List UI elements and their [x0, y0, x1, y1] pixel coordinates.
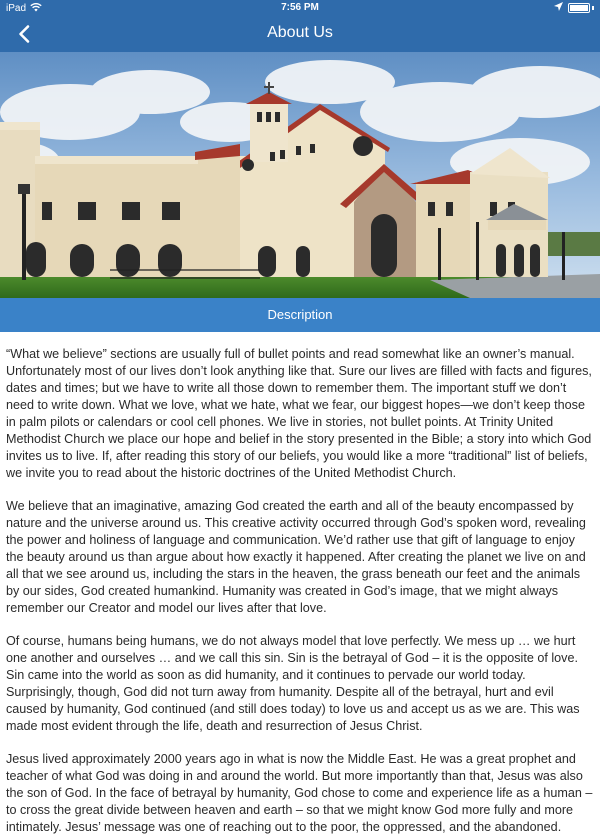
carrier-label: iPad: [6, 3, 27, 14]
page-title: About Us: [267, 24, 333, 41]
status-right: [554, 2, 594, 14]
location-arrow-icon: [554, 2, 563, 14]
status-time: 7:56 PM: [281, 2, 319, 13]
description-paragraph-1: “What we believe” sections are usually full of bullet points and read somewhat like an owner’s manual. Unfortunately most of our lives don’t look anything like that. Sure our lives are filled with facts and figures, dates and times; but we have to write all those down to remember them. The important stuff we don’t need to write down. What we love, what we hate, what we fear, our biggest hopes—we don’t keep those in palm pilots or calendars or cool cell phones. We live in stories, not bullet points. At Trinity United Methodist Church we place our hope and belief in the story presented in the Bible; a story into which God invites us to live. If, after reading this story of our beliefs, you would like a more “traditional” list of beliefs, we invite you to read about the historic doctrines of the United Methodist Church.: [6, 347, 592, 480]
description-paragraph-4: Jesus lived approximately 2000 years ago in what is now the Middle East. He was a great prophet and teacher of what God was doing in and around the world. But more importantly than that, Jesus was also the son of God. In the face of betrayal by humanity, God chose to come and experience life as a human – to cross the great divide between heaven and earth – so that we might know God more fully and more intimately. Jesus’ message was one of reaching out to the poor, the oppressed, and the abandoned.: [6, 752, 593, 834]
nav-bar: [0, 16, 600, 52]
church-photo: [0, 52, 600, 298]
section-header-description: Description: [0, 298, 600, 332]
description-paragraph-3: Of course, humans being humans, we do not always model that love perfectly. We mess up … we hurt one another and ourselves … and we call this sin. Sin is the betrayal of God – it is the opposite of love. Sin came into the world as soon as did humanity, and it continues to pervade our world today. Surprisingly, though, God did not turn away from humanity. Despite all of the betrayal, hurt and evil caused by humanity, God continued (and still does today) to love us and accept us as we are. This was made most evident through the life, death and resurrection of Jesus Christ.: [6, 634, 580, 733]
battery-tip: [592, 6, 594, 10]
battery-icon: [568, 3, 590, 13]
description-paragraph-2: We believe that an imaginative, amazing God created the earth and all of the beauty encompassed by nature and the universe around us. This creative activity occurred through God’s spoken word, revealing the power and holiness of language and communication. We’d rather use that gift of language to enjoy the beauty around us than argue about how exactly it happened. After creating the planet we live on and all that we see around us, including the stars in the heaven, the grass beneath our feet and the animals by our sides, God created humankind. Humanity was created in God’s image, that we might always remember our Creator and model our lives after that love.: [6, 499, 586, 615]
description-content: [0, 332, 600, 834]
status-bar: [0, 0, 600, 16]
